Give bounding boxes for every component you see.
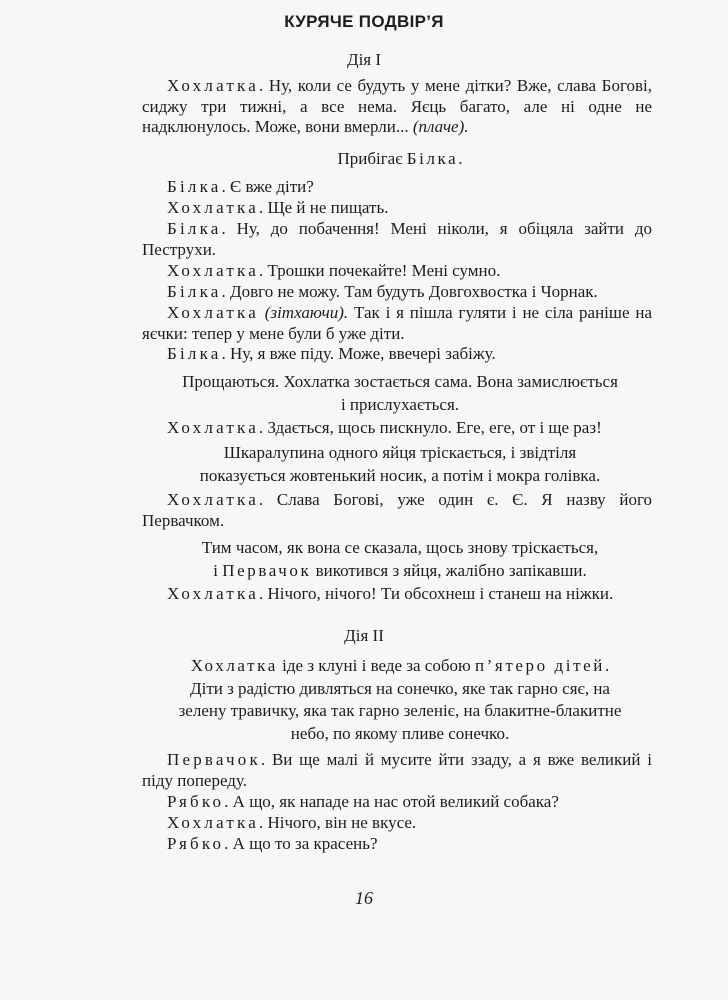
speaker-name: Первачок — [167, 750, 261, 769]
stage-direction — [120, 655, 680, 745]
dialogue-line — [142, 750, 652, 791]
stage-remark: (плаче). — [412, 117, 469, 136]
stage-text: Тим часом, як вона се сказала, щось знову тріскається, — [201, 538, 599, 557]
speaker-name: Хохлатка — [167, 490, 259, 509]
speaker-name: Хохлатка — [190, 656, 278, 675]
stage-text: і прислухається. — [340, 394, 460, 414]
dialogue-line — [142, 76, 652, 138]
dialogue-line — [142, 344, 652, 365]
dialogue-line — [142, 418, 652, 439]
act-heading: Дія ІІ — [344, 626, 384, 645]
dialogue-line — [142, 177, 652, 198]
page-title: КУРЯЧЕ ПОДВІР’Я — [284, 12, 444, 31]
stage-line — [120, 560, 680, 583]
speaker-name: п’ятеро дітей — [474, 656, 605, 675]
speech-text: . Нічого, він не вкусе. — [258, 813, 417, 832]
speech-text: . Є вже діти? — [221, 177, 314, 196]
stage-direction — [120, 537, 680, 582]
speaker-name: Хохлатка — [167, 76, 259, 95]
speaker-name: Хохлатка — [167, 813, 259, 832]
speech-text: . Трошки почекайте! Мені сумно. — [258, 261, 501, 280]
stage-text: Прощаються. Хохлатка зостається сама. Вона замислюється — [182, 372, 618, 391]
stage-direction: Прибігає Білка. — [337, 149, 463, 168]
dialogue-line — [142, 584, 652, 605]
dialogue-line — [142, 219, 652, 260]
speaker-name: Хохлатка — [167, 198, 259, 217]
dialogue-line — [142, 813, 652, 834]
speech-text: . Слава Богові, уже один є. Є. Я назву його Первачком. — [142, 490, 652, 530]
speaker-name: Білка — [167, 177, 222, 196]
speaker-name: Хохлатка — [167, 261, 259, 280]
stage-text: . — [605, 656, 610, 675]
speech-text: Так і я пішла гуляти і не сіла раніше на яєчки: тепер у мене були б уже діти. — [142, 303, 653, 343]
speech-text: . Ви ще малі й мусите йти ззаду, а я вже великий і піду попереду. — [142, 750, 652, 790]
speaker-name: Первачок — [222, 560, 312, 580]
stage-direction — [120, 371, 680, 416]
speech-text: . Ще й не пищать. — [258, 198, 389, 217]
stage-text: показується жовтенький носик, а потім і мокра голівка. — [199, 465, 601, 485]
dialogue-line — [142, 303, 652, 344]
speaker-name: Хохлатка — [167, 303, 259, 322]
speaker-name: Білка — [167, 344, 222, 363]
stage-text: Прибігає — [337, 149, 403, 168]
stage-text: небо, по якому пливе сонечко. — [290, 723, 510, 743]
stage-direction — [120, 442, 680, 487]
stage-text: Шкаралупина одного яйця тріскається, і звідтіля — [223, 443, 577, 462]
stage-remark: (зітхаючи). — [264, 303, 349, 322]
speech-text: . Здається, щось пискнуло. Еге, еге, от і ще раз! — [258, 418, 602, 437]
speaker-name: Білка — [406, 149, 459, 168]
speaker-name: Білка — [167, 219, 222, 238]
act-heading: Дія І — [346, 50, 382, 69]
speech-text: . А що, як нападе на нас отой великий собака? — [224, 792, 559, 811]
dialogue-line — [142, 261, 652, 282]
speaker-name: Рябко — [167, 792, 225, 811]
stage-text: викотився з яйця, жалібно запікавши. — [315, 560, 587, 580]
dialogue-line — [142, 490, 652, 531]
speech-text: . Ну, я вже піду. Може, ввечері забіжу. — [221, 344, 496, 363]
speech-text: . Ну, коли се будуть у мене дітки? Вже, слава Богові, сиджу три тижні, а все нема. Яєць багато, але ні одне не надклюнулось. Може, вони вмерли... — [142, 76, 652, 136]
stage-text: зелену травичку, яка так гарно зеленіє, на блакитне-блакитне — [178, 701, 622, 720]
stage-text: Діти з радістю дивляться на сонечко, яке так гарно сяє, на — [190, 678, 610, 698]
stage-text: і — [213, 560, 218, 580]
stage-text: іде з клуні і веде за собою — [282, 656, 471, 675]
speech-text: . Довго не можу. Там будуть Довгохвостка і Чорнак. — [221, 282, 598, 301]
dialogue-line — [142, 282, 652, 303]
speech-text: . Ну, до побачення! Мені ніколи, я обіцяла зайти до Пеструхи. — [142, 219, 652, 259]
dialogue-line — [142, 792, 652, 813]
speech-text: . Нічого, нічого! Ти обсохнеш і станеш на ніжки. — [258, 584, 614, 603]
speech-text: . А що то за красень? — [224, 834, 378, 853]
speaker-name: Хохлатка — [167, 584, 259, 603]
speaker-name: Хохлатка — [167, 418, 259, 437]
speaker-name: Рябко — [167, 834, 225, 853]
dialogue-line — [142, 198, 652, 219]
speaker-name: Білка — [167, 282, 222, 301]
stage-line — [120, 655, 680, 678]
dialogue-line — [142, 834, 652, 855]
page-number: 16 — [355, 888, 373, 908]
